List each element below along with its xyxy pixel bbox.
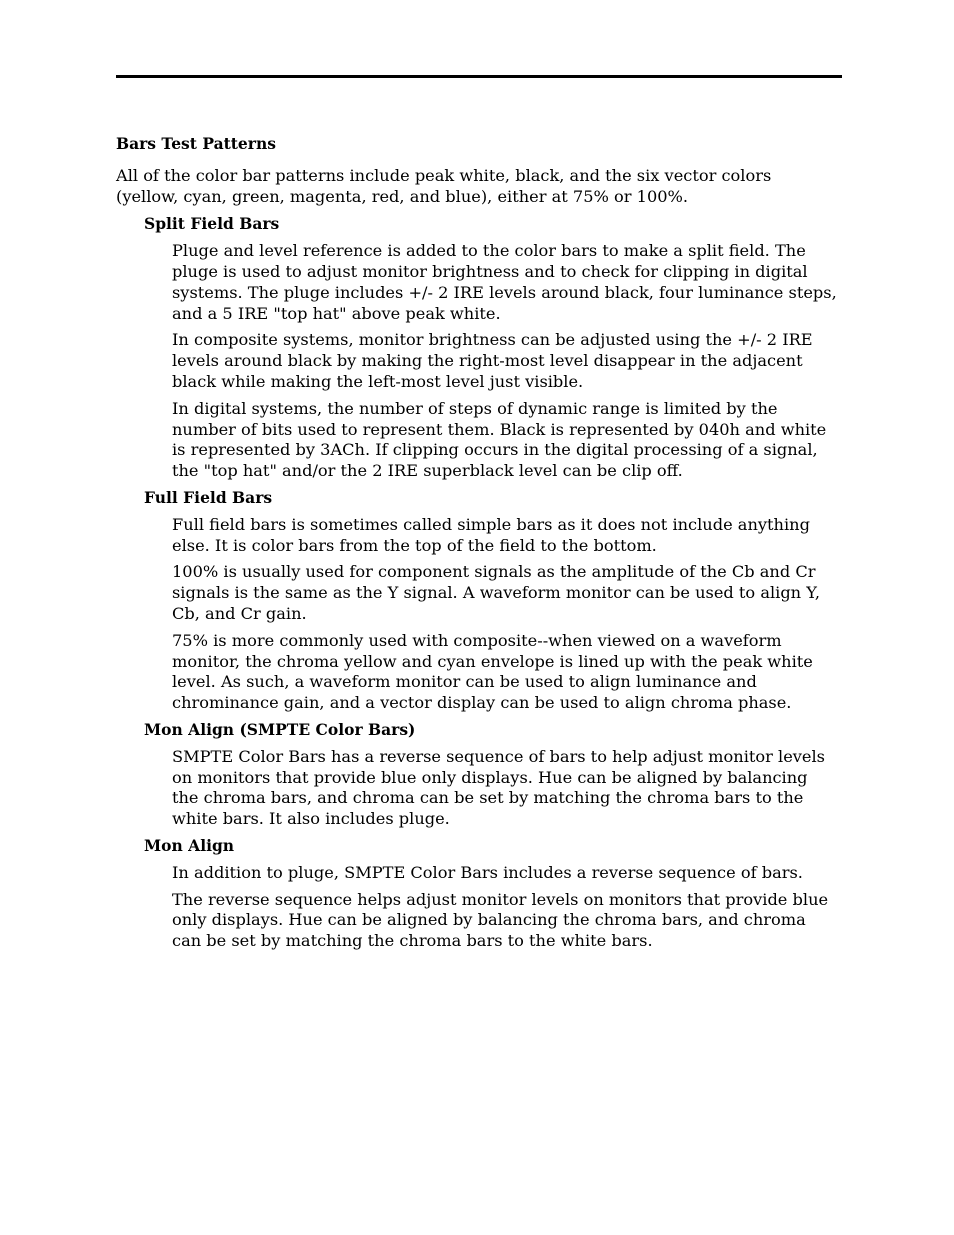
- paragraph: 100% is usually used for component signals as the amplitude of the Cb and Cr signals is the same as the Y signal. A waveform monitor can be used to align Y, Cb, and Cr gain.: [172, 562, 820, 623]
- header-rule: [116, 75, 842, 78]
- paragraph: In digital systems, the number of steps of dynamic range is limited by the number of bits used to represent them. Black is represented by 040h and white is represented by 3ACh. If clipping occurs in the digital processing of a signal, the "top hat" and/or the 2 IRE superblack level can be clip off.: [172, 398, 827, 481]
- paragraph: 75% is more commonly used with composite--when viewed on a waveform monitor, the chroma yellow and cyan envelope is lined up with the peak white level. As such, a waveform monitor can be used to align luminance and chrominance gain, and a vector display can be used to align chroma phase.: [172, 630, 813, 713]
- subsection-body: [172, 747, 838, 830]
- subsection-mon-align: [144, 836, 838, 952]
- section-title: Bars Test Patterns: [116, 134, 276, 153]
- paragraph: Full field bars is sometimes called simple bars as it does not include anything else. It is color bars from the top of the field to the bottom.: [172, 514, 810, 555]
- subsection-title: Mon Align: [144, 835, 235, 855]
- document-body: [116, 134, 838, 958]
- paragraph: SMPTE Color Bars has a reverse sequence of bars to help adjust monitor levels on monitors that provide blue only displays. Hue can be aligned by balancing the chroma bars, and chroma can be set by matching the chroma bars to the white bars. It also includes pluge.: [172, 746, 825, 829]
- paragraph: The reverse sequence helps adjust monitor levels on monitors that provide blue only displays. Hue can be aligned by balancing the chroma bars, and chroma can be set by matching the chroma bars to the white bars.: [172, 889, 829, 951]
- subsection-body: [172, 515, 838, 714]
- subsection-full-field-bars: [144, 488, 838, 714]
- intro-paragraph: All of the color bar patterns include peak white, black, and the six vector colors (yellow, cyan, green, magenta, red, and blue), either at 75% or 100%.: [116, 165, 772, 206]
- subsection-title: Mon Align (SMPTE Color Bars): [144, 719, 416, 739]
- subsection-split-field-bars: [144, 214, 838, 482]
- subsection-title: Split Field Bars: [144, 214, 280, 234]
- subsection-body: [172, 863, 838, 952]
- paragraph: In addition to pluge, SMPTE Color Bars includes a reverse sequence of bars.: [172, 862, 803, 882]
- subsection-mon-align-smpte: [144, 720, 838, 830]
- subsection-title: Full Field Bars: [144, 487, 273, 507]
- paragraph: In composite systems, monitor brightness can be adjusted using the +/- 2 IRE levels around black by making the right-most level disappear in the adjacent black while making the left-most level just visible.: [172, 330, 813, 391]
- paragraph: Pluge and level reference is added to the color bars to make a split field. The pluge is used to adjust monitor brightness and to check for clipping in digital systems. The pluge includes +/- 2 IRE levels around black, four luminance steps, and a 5 IRE "top hat" above peak white.: [172, 241, 837, 323]
- subsection-body: [172, 241, 838, 482]
